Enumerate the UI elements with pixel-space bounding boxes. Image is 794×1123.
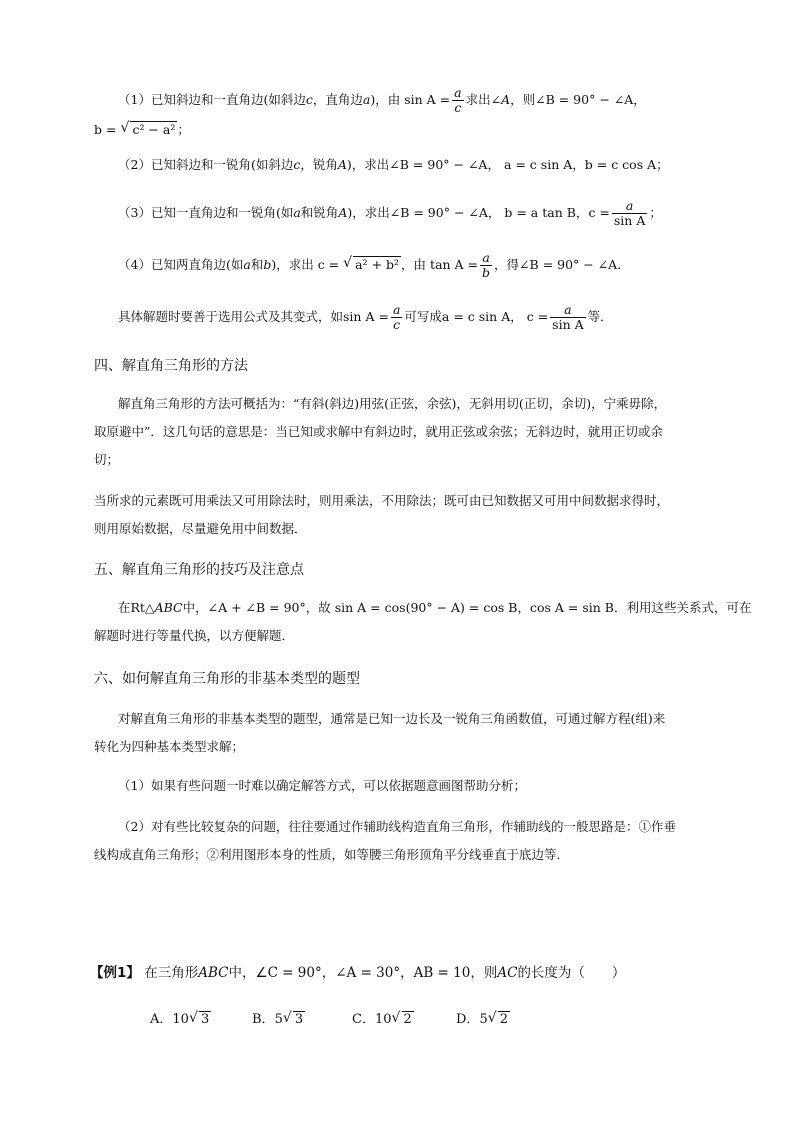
option-c[interactable]: C．10√ 2: [352, 1008, 414, 1027]
section-4-line-4: 当所求的元素既可用乘法又可用除法时，则用乘法，不用除法；既可由已知数据又可用中间数据求得时，: [94, 493, 670, 508]
section-4-line-1: 解直角三角形的方法可概括为：“有斜(斜边)用弦(正弦，余弦)，无斜用切(正切，余切)，宁乘毋除，: [118, 396, 667, 411]
fraction-a-over-sinA-2: $\frac{a}{\text{sin A}}$: [552, 302, 584, 332]
type-1-line-2: b = √ c² − a² ；: [94, 121, 190, 139]
section-4-line-5: 则用原始数据，尽量避免用中间数据．: [94, 521, 307, 536]
section-5-heading: 五、解直角三角形的技巧及注意点: [94, 562, 304, 578]
option-b[interactable]: B．5√ 3: [252, 1008, 305, 1027]
type-1-line-1: （1）已知斜边和一直角边(如斜边c，直角边a)，由 sin A = $\frac{a}{c}$ 求出∠A，则∠B = 90° − ∠A，: [118, 85, 646, 115]
section-4-line-2: 取原避中”．这几句话的意思是：当已知或求解中有斜边时，就用正弦或余弦；无斜边时，就用正切或余: [94, 424, 663, 439]
sqrt-2-d: √ 2: [488, 1012, 510, 1027]
sqrt-c2-a2: √ c² − a²: [120, 121, 177, 139]
type-2-line: （2）已知斜边和一锐角(如斜边c，锐角A)，求出∠B = 90° − ∠A， a = c sin A，b = c cos A；: [118, 157, 669, 172]
section-6-line-3: （1）如果有些问题一时难以确定解答方式，可以依据题意画图帮助分析；: [118, 778, 526, 793]
fraction-a-over-sinA: $\frac{a}{\text{sin A}}$: [613, 198, 646, 228]
section-6-line-4: （2）对有些比较复杂的问题，往往要通过作辅助线构造直角三角形，作辅助线的一般思路是：①作垂: [118, 819, 676, 834]
section-6-line-2: 转化为四种基本类型求解；: [94, 739, 245, 754]
section-6-line-5: 线构成直角三角形；②利用图形本身的性质，如等腰三角形顶角平分线垂直于底边等．: [94, 847, 570, 862]
sqrt-a2-b2: √ a² + b²: [343, 256, 401, 274]
sqrt-2: √ 2: [392, 1012, 414, 1027]
type-4-line: （4）已知两直角边(如a和b)，求出 c = √ a² + b² ，由 tan A = $\frac{a}{b}$ ，得∠B = 90° − ∠A．: [118, 251, 630, 280]
section-6-line-1: 对解直角三角形的非基本类型的题型，通常是已知一边长及一锐角三角函数值，可通过解方程(组)来: [118, 711, 666, 726]
sqrt-3: √ 3: [189, 1012, 211, 1027]
section-4-heading: 四、解直角三角形的方法: [94, 358, 248, 374]
section-5-line-1: 在Rt△ABC中，∠A + ∠B = 90°，故 sin A = cos(90° − A) = cos B，cos A = sin B．利用这些关系式，可在: [118, 600, 752, 615]
option-a[interactable]: A．10√ 3: [150, 1008, 211, 1027]
example-tag: 【例1】: [90, 965, 140, 981]
formula-tip-line: 具体解题时要善于选用公式及其变式，如sin A = $\frac{a}{c}$ 可写成a = c sin A， c = $\frac{a}{\text{sin A}}$ 等．: [118, 302, 613, 332]
option-d[interactable]: D．5√ 2: [456, 1008, 510, 1027]
fraction-a-over-b: $\frac{a}{b}$: [482, 250, 491, 280]
fraction-a-over-c-2: $\frac{a}{c}$: [392, 302, 401, 332]
sqrt-3-b: √ 3: [283, 1012, 305, 1027]
section-6-heading: 六、如何解直角三角形的非基本类型的题型: [94, 671, 360, 687]
section-4-line-3: 切；: [94, 452, 120, 467]
section-5-line-2: 解题时进行等量代换，以方便解题．: [94, 628, 295, 643]
type-3-line: （3）已知一直角边和一锐角(如a和锐角A)，求出∠B = 90° − ∠A， b = a tan B，c = $\frac{a}{\text{sin A}}$ ；: [118, 198, 662, 228]
example-1-question: 【例1】 在三角形ABC中，∠C = 90°，∠A = 30°，AB = 10，则AC的长度为（ ）: [90, 965, 626, 981]
fraction-a-over-c: $\frac{a}{c}$: [454, 85, 462, 115]
